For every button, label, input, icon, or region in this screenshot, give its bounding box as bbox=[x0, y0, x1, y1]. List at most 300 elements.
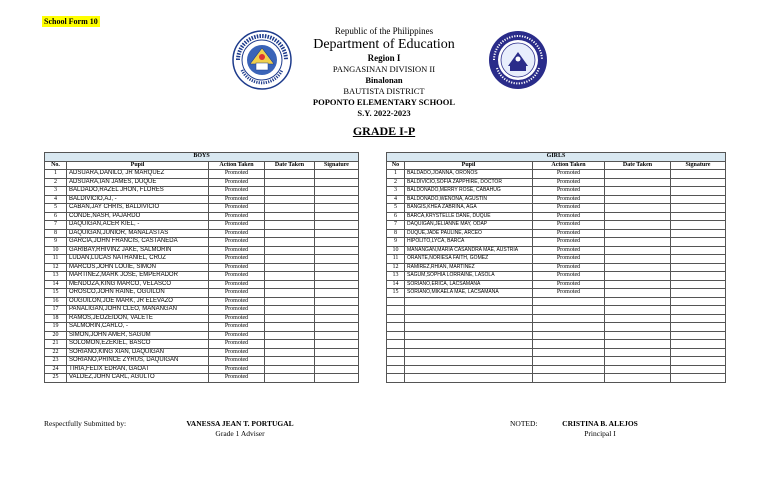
signature-cell bbox=[671, 187, 726, 196]
girls-table-body bbox=[387, 170, 726, 383]
pupil-name: SOLOMON,EZEKIEL, BASCO bbox=[67, 340, 209, 349]
signature-cell bbox=[315, 272, 359, 281]
empty-cell bbox=[405, 297, 533, 306]
date-taken bbox=[265, 212, 315, 221]
row-number: 10 bbox=[45, 246, 67, 255]
date-taken bbox=[265, 280, 315, 289]
row-number: 4 bbox=[45, 195, 67, 204]
row-number: 6 bbox=[45, 212, 67, 221]
pupil-name: RAMOS,JEOZEIDON, VALETE bbox=[67, 314, 209, 323]
row-number: 21 bbox=[45, 340, 67, 349]
action-taken: Promoted bbox=[209, 331, 265, 340]
signature-cell bbox=[671, 229, 726, 238]
empty-cell bbox=[405, 348, 533, 357]
date-taken bbox=[265, 340, 315, 349]
empty-table-row bbox=[387, 306, 726, 315]
pupil-name: SALMORIN,CARLO, - bbox=[67, 323, 209, 332]
row-number: 6 bbox=[387, 212, 405, 221]
boys-table-title: BOYS bbox=[45, 153, 359, 162]
row-number: 16 bbox=[45, 297, 67, 306]
column-header-date: Date Taken bbox=[605, 161, 671, 170]
row-number: 13 bbox=[45, 272, 67, 281]
row-number: 5 bbox=[45, 204, 67, 213]
row-number: 11 bbox=[45, 255, 67, 264]
signature-cell bbox=[315, 357, 359, 366]
action-taken: Promoted bbox=[209, 306, 265, 315]
pupil-name: BARCA,KRYSTELLE DANE, DUQUE bbox=[405, 212, 533, 221]
row-number: 1 bbox=[45, 170, 67, 179]
column-header-pupil: Pupil bbox=[405, 161, 533, 170]
empty-cell bbox=[605, 331, 671, 340]
empty-cell bbox=[533, 306, 605, 315]
row-number: 12 bbox=[387, 263, 405, 272]
row-number: 3 bbox=[45, 187, 67, 196]
noted-label: NOTED: bbox=[510, 419, 538, 428]
empty-cell bbox=[605, 365, 671, 374]
table-row bbox=[45, 340, 359, 349]
pupil-name: SAGUM,SOPHIA LORRAINE, LASOLA bbox=[405, 272, 533, 281]
empty-table-row bbox=[387, 297, 726, 306]
table-row bbox=[45, 238, 359, 247]
empty-cell bbox=[533, 348, 605, 357]
action-taken: Promoted bbox=[209, 323, 265, 332]
signature-cell bbox=[315, 297, 359, 306]
date-taken bbox=[265, 374, 315, 383]
table-row bbox=[387, 212, 726, 221]
empty-cell bbox=[387, 357, 405, 366]
empty-cell bbox=[605, 306, 671, 315]
date-taken bbox=[605, 289, 671, 298]
table-row bbox=[45, 272, 359, 281]
empty-cell bbox=[533, 323, 605, 332]
empty-cell bbox=[605, 374, 671, 383]
signature-cell bbox=[315, 246, 359, 255]
action-taken: Promoted bbox=[209, 374, 265, 383]
row-number: 2 bbox=[45, 178, 67, 187]
pupil-name: GARIBAY,RHIVINZ JAKE, SALMORIN bbox=[67, 246, 209, 255]
empty-cell bbox=[387, 297, 405, 306]
row-number: 13 bbox=[387, 272, 405, 281]
row-number: 15 bbox=[45, 289, 67, 298]
empty-table-row bbox=[387, 365, 726, 374]
empty-cell bbox=[533, 314, 605, 323]
table-row bbox=[45, 306, 359, 315]
action-taken: Promoted bbox=[209, 255, 265, 264]
column-header-signature: Signature bbox=[671, 161, 726, 170]
district-line: BAUTISTA DISTRICT bbox=[343, 86, 425, 96]
table-row bbox=[45, 314, 359, 323]
empty-cell bbox=[387, 331, 405, 340]
pupil-name: RAMIREZ,RHIAN, MARTINEZ bbox=[405, 263, 533, 272]
signature-cell bbox=[671, 204, 726, 213]
date-taken bbox=[265, 263, 315, 272]
pupil-name: MANANGAN,MARIA CASANDRA MAE, AUSTRIA bbox=[405, 246, 533, 255]
row-number: 8 bbox=[45, 229, 67, 238]
pupil-name: OUGUILON,JOE MARK, JR ELEVAZO bbox=[67, 297, 209, 306]
row-number: 8 bbox=[387, 229, 405, 238]
action-taken: Promoted bbox=[209, 212, 265, 221]
boys-table-body bbox=[45, 170, 359, 383]
signature-cell bbox=[671, 246, 726, 255]
row-number: 3 bbox=[387, 187, 405, 196]
girls-table-title: GIRLS bbox=[387, 153, 726, 162]
table-row bbox=[387, 204, 726, 213]
date-taken bbox=[605, 204, 671, 213]
signature-cell bbox=[671, 170, 726, 179]
pupil-name: BALDADO,JOANNA, ORONOS bbox=[405, 170, 533, 179]
table-row bbox=[45, 331, 359, 340]
action-taken: Promoted bbox=[533, 229, 605, 238]
row-number: 24 bbox=[45, 365, 67, 374]
signature-cell bbox=[315, 280, 359, 289]
row-number: 18 bbox=[45, 314, 67, 323]
signature-cell bbox=[315, 331, 359, 340]
table-row bbox=[45, 297, 359, 306]
table-row bbox=[387, 280, 726, 289]
empty-cell bbox=[387, 348, 405, 357]
empty-cell bbox=[671, 314, 726, 323]
row-number: 12 bbox=[45, 263, 67, 272]
empty-cell bbox=[605, 348, 671, 357]
table-row bbox=[45, 246, 359, 255]
pupil-name: CABAN,JAY CHRIS, BALDIVICIO bbox=[67, 204, 209, 213]
empty-cell bbox=[387, 323, 405, 332]
empty-table-row bbox=[387, 331, 726, 340]
empty-cell bbox=[671, 306, 726, 315]
department-title: Department of Education bbox=[313, 37, 455, 52]
action-taken: Promoted bbox=[209, 187, 265, 196]
row-number: 5 bbox=[387, 204, 405, 213]
empty-cell bbox=[671, 365, 726, 374]
row-number: 15 bbox=[387, 289, 405, 298]
row-number: 9 bbox=[45, 238, 67, 247]
empty-cell bbox=[671, 331, 726, 340]
signature-cell bbox=[315, 365, 359, 374]
table-row bbox=[45, 323, 359, 332]
action-taken: Promoted bbox=[209, 263, 265, 272]
column-header-no: No bbox=[387, 161, 405, 170]
empty-cell bbox=[405, 365, 533, 374]
pupil-name: MARTINEZ,MARK JOSE, EMPERADOR bbox=[67, 272, 209, 281]
column-header-signature: Signature bbox=[315, 161, 359, 170]
signature-cell bbox=[671, 212, 726, 221]
signature-cell bbox=[671, 255, 726, 264]
column-header-no: No. bbox=[45, 161, 67, 170]
signature-cell bbox=[315, 170, 359, 179]
empty-cell bbox=[405, 331, 533, 340]
empty-cell bbox=[387, 306, 405, 315]
pupil-name: BALDADO,RAZEL JHON, FLORES bbox=[67, 187, 209, 196]
division-line: PANGASINAN DIVISION II bbox=[332, 64, 436, 74]
empty-cell bbox=[671, 348, 726, 357]
signature-cell bbox=[315, 255, 359, 264]
action-taken: Promoted bbox=[533, 187, 605, 196]
date-taken bbox=[265, 170, 315, 179]
pupil-name: ADSUARA,IAN JAMES, DUQUE bbox=[67, 178, 209, 187]
date-taken bbox=[605, 221, 671, 230]
boys-table bbox=[44, 152, 359, 383]
action-taken: Promoted bbox=[533, 170, 605, 179]
pupil-name: ORANTE,NORIESA FAITH, GOMEZ bbox=[405, 255, 533, 264]
row-number: 4 bbox=[387, 195, 405, 204]
date-taken bbox=[605, 238, 671, 247]
action-taken: Promoted bbox=[533, 246, 605, 255]
document-header bbox=[0, 26, 768, 119]
action-taken: Promoted bbox=[209, 221, 265, 230]
signature-cell bbox=[315, 212, 359, 221]
date-taken bbox=[265, 204, 315, 213]
empty-cell bbox=[387, 340, 405, 349]
empty-cell bbox=[533, 357, 605, 366]
empty-cell bbox=[387, 374, 405, 383]
row-number: 9 bbox=[387, 238, 405, 247]
row-number: 11 bbox=[387, 255, 405, 264]
table-row bbox=[45, 365, 359, 374]
pupil-name: SORIANO,MIKAELA MAE, LACSAMANA bbox=[405, 289, 533, 298]
row-number: 22 bbox=[45, 348, 67, 357]
empty-cell bbox=[533, 374, 605, 383]
empty-table-row bbox=[387, 314, 726, 323]
empty-cell bbox=[671, 357, 726, 366]
pupil-name: BALDIVICIO,AJ, - bbox=[67, 195, 209, 204]
empty-cell bbox=[405, 374, 533, 383]
action-taken: Promoted bbox=[533, 263, 605, 272]
action-taken: Promoted bbox=[533, 195, 605, 204]
pupil-name: BALDONADO,WENONA, AGUSTIN bbox=[405, 195, 533, 204]
action-taken: Promoted bbox=[209, 246, 265, 255]
signature-cell bbox=[315, 238, 359, 247]
date-taken bbox=[265, 357, 315, 366]
table-row bbox=[45, 263, 359, 272]
action-taken: Promoted bbox=[209, 340, 265, 349]
date-taken bbox=[265, 238, 315, 247]
row-number: 19 bbox=[45, 323, 67, 332]
signature-cell bbox=[315, 340, 359, 349]
date-taken bbox=[605, 272, 671, 281]
table-row bbox=[45, 280, 359, 289]
action-taken: Promoted bbox=[209, 297, 265, 306]
empty-cell bbox=[671, 323, 726, 332]
signature-cell bbox=[671, 238, 726, 247]
table-row bbox=[45, 255, 359, 264]
signature-cell bbox=[315, 229, 359, 238]
table-row bbox=[387, 178, 726, 187]
pupil-name: SIMON,JOHN AMER, SAGUM bbox=[67, 331, 209, 340]
pupil-name: OROSCO,JOHN RAINE, OGUILON bbox=[67, 289, 209, 298]
empty-cell bbox=[405, 314, 533, 323]
signature-cell bbox=[671, 280, 726, 289]
principal-name: CRISTINA B. ALEJOS bbox=[562, 419, 638, 428]
row-number: 1 bbox=[387, 170, 405, 179]
action-taken: Promoted bbox=[209, 272, 265, 281]
empty-cell bbox=[671, 340, 726, 349]
pupil-name: SORIANO,PRINCE ZYRUS, DAQUIGAN bbox=[67, 357, 209, 366]
form-label: School Form 10 bbox=[44, 17, 98, 26]
date-taken bbox=[265, 365, 315, 374]
pupil-name: BALDIVICIO,SOFIA ZAPPHIRE, DOCTOR bbox=[405, 178, 533, 187]
row-number: 10 bbox=[387, 246, 405, 255]
date-taken bbox=[265, 195, 315, 204]
action-taken: Promoted bbox=[533, 280, 605, 289]
action-taken: Promoted bbox=[533, 204, 605, 213]
action-taken: Promoted bbox=[209, 365, 265, 374]
signature-cell bbox=[671, 289, 726, 298]
pupil-name: GARCIA,JOHN FRANCIS, CASTANEDA bbox=[67, 238, 209, 247]
adviser-title: Grade 1 Adviser bbox=[215, 429, 265, 438]
pupil-name: CONDE,NASH, PAJARDO bbox=[67, 212, 209, 221]
date-taken bbox=[265, 306, 315, 315]
action-taken: Promoted bbox=[533, 212, 605, 221]
empty-table-row bbox=[387, 340, 726, 349]
date-taken bbox=[265, 255, 315, 264]
empty-cell bbox=[671, 297, 726, 306]
date-taken bbox=[265, 246, 315, 255]
pupil-name: MARCOS,JOHN LOUIE, SIMON bbox=[67, 263, 209, 272]
date-taken bbox=[605, 280, 671, 289]
action-taken: Promoted bbox=[209, 357, 265, 366]
signature-cell bbox=[671, 263, 726, 272]
empty-cell bbox=[605, 323, 671, 332]
action-taken: Promoted bbox=[209, 238, 265, 247]
date-taken bbox=[605, 229, 671, 238]
pupil-name: DAQUIGAN,JUNIOR, MANALASTAS bbox=[67, 229, 209, 238]
pupil-name: PANALIGAN,JOHN CLEO, MANANGAN bbox=[67, 306, 209, 315]
column-header-action: Action Taken bbox=[209, 161, 265, 170]
date-taken bbox=[265, 331, 315, 340]
table-row bbox=[387, 229, 726, 238]
empty-cell bbox=[387, 365, 405, 374]
table-row bbox=[387, 187, 726, 196]
date-taken bbox=[605, 178, 671, 187]
empty-table-row bbox=[387, 323, 726, 332]
action-taken: Promoted bbox=[209, 229, 265, 238]
table-row bbox=[45, 221, 359, 230]
signature-cell bbox=[315, 374, 359, 383]
region-line: Region I bbox=[367, 53, 401, 63]
row-number: 17 bbox=[45, 306, 67, 315]
adviser-name: VANESSA JEAN T. PORTUGAL bbox=[186, 419, 294, 428]
table-row bbox=[45, 204, 359, 213]
date-taken bbox=[605, 212, 671, 221]
submitted-label: Respectfully Submitted by: bbox=[44, 419, 127, 428]
empty-cell bbox=[533, 297, 605, 306]
empty-cell bbox=[405, 340, 533, 349]
action-taken: Promoted bbox=[209, 170, 265, 179]
empty-cell bbox=[533, 340, 605, 349]
date-taken bbox=[605, 187, 671, 196]
table-row bbox=[45, 170, 359, 179]
table-row bbox=[45, 289, 359, 298]
empty-cell bbox=[533, 365, 605, 374]
table-row bbox=[45, 348, 359, 357]
row-number: 7 bbox=[387, 221, 405, 230]
table-row bbox=[45, 212, 359, 221]
girls-table bbox=[386, 152, 726, 383]
date-taken bbox=[265, 297, 315, 306]
date-taken bbox=[265, 348, 315, 357]
row-number: 7 bbox=[45, 221, 67, 230]
empty-table-row bbox=[387, 348, 726, 357]
pupil-name: DAQUIGAN,JELIANNE MAY, ODAP bbox=[405, 221, 533, 230]
municipality-line: Binalonan bbox=[365, 75, 403, 85]
date-taken bbox=[605, 255, 671, 264]
signature-cell bbox=[315, 221, 359, 230]
date-taken bbox=[265, 178, 315, 187]
table-row bbox=[387, 170, 726, 179]
row-number: 14 bbox=[45, 280, 67, 289]
table-row bbox=[387, 238, 726, 247]
signature-cell bbox=[315, 195, 359, 204]
date-taken bbox=[265, 229, 315, 238]
signature-cell bbox=[315, 314, 359, 323]
empty-cell bbox=[405, 357, 533, 366]
pupil-name: SORIANO,ERICA, LACSAMANA bbox=[405, 280, 533, 289]
pupil-name: LUDAN,LUCAS NATHANIEL, CRUZ bbox=[67, 255, 209, 264]
column-header-date: Date Taken bbox=[265, 161, 315, 170]
school-name: POPONTO ELEMENTARY SCHOOL bbox=[312, 97, 456, 107]
row-number: 2 bbox=[387, 178, 405, 187]
table-row bbox=[45, 357, 359, 366]
table-row bbox=[387, 221, 726, 230]
empty-cell bbox=[671, 374, 726, 383]
empty-cell bbox=[605, 340, 671, 349]
adviser-block bbox=[160, 419, 320, 439]
signature-cell bbox=[315, 323, 359, 332]
pupil-name: BALDONADO,MERRY ROSE, CABAHUG bbox=[405, 187, 533, 196]
pupil-name: MENDOZA,KING MARCO, VELASCO bbox=[67, 280, 209, 289]
table-row bbox=[387, 289, 726, 298]
action-taken: Promoted bbox=[209, 280, 265, 289]
table-row bbox=[387, 263, 726, 272]
action-taken: Promoted bbox=[533, 272, 605, 281]
column-header-action: Action Taken bbox=[533, 161, 605, 170]
row-number: 25 bbox=[45, 374, 67, 383]
table-row bbox=[45, 187, 359, 196]
empty-cell bbox=[605, 297, 671, 306]
date-taken bbox=[605, 263, 671, 272]
republic-line: Republic of the Philippines bbox=[334, 26, 434, 36]
action-taken: Promoted bbox=[209, 195, 265, 204]
empty-cell bbox=[605, 357, 671, 366]
date-taken bbox=[265, 272, 315, 281]
date-taken bbox=[605, 195, 671, 204]
empty-cell bbox=[533, 331, 605, 340]
signature-cell bbox=[315, 204, 359, 213]
principal-title: Principal I bbox=[584, 429, 616, 438]
action-taken: Promoted bbox=[533, 178, 605, 187]
signature-cell bbox=[671, 272, 726, 281]
action-taken: Promoted bbox=[209, 314, 265, 323]
table-row bbox=[387, 272, 726, 281]
signature-cell bbox=[315, 263, 359, 272]
row-number: 20 bbox=[45, 331, 67, 340]
table-row bbox=[45, 195, 359, 204]
empty-cell bbox=[405, 323, 533, 332]
date-taken bbox=[265, 289, 315, 298]
pupil-name: SORIANO,KING XIAN, DAQUIGAN bbox=[67, 348, 209, 357]
pupil-name: BANGIS,KHEA ZABRINA, AGA bbox=[405, 204, 533, 213]
table-row bbox=[45, 178, 359, 187]
date-taken bbox=[265, 187, 315, 196]
empty-table-row bbox=[387, 374, 726, 383]
date-taken bbox=[265, 221, 315, 230]
grade-title: GRADE I-P bbox=[352, 124, 416, 138]
action-taken: Promoted bbox=[533, 221, 605, 230]
date-taken bbox=[605, 246, 671, 255]
date-taken bbox=[265, 323, 315, 332]
signature-cell bbox=[315, 187, 359, 196]
school-year: S.Y. 2022-2023 bbox=[357, 108, 411, 118]
